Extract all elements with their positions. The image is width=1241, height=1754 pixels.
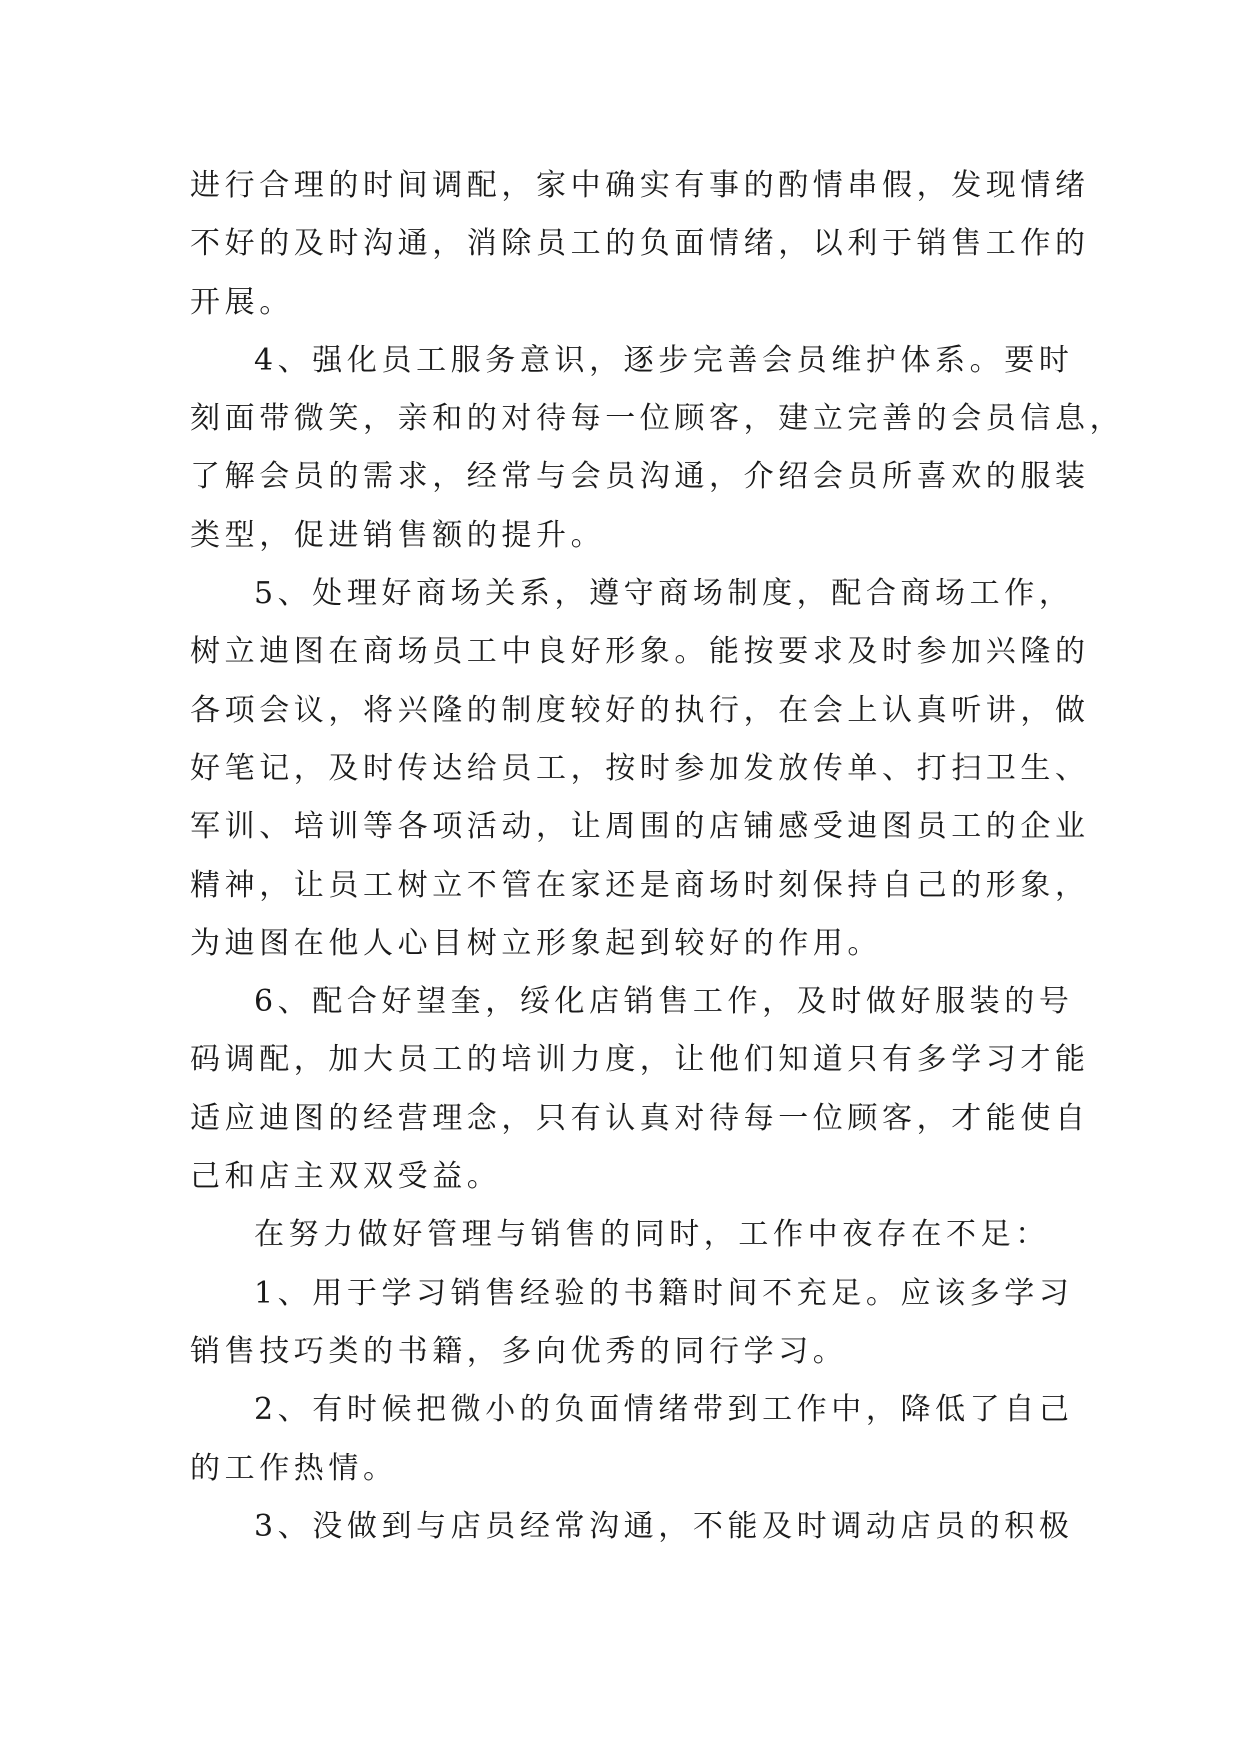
text-line: 不好的及时沟通，消除员工的负面情绪，以利于销售工作的 bbox=[190, 226, 1090, 262]
text-line: 开展。 bbox=[190, 284, 294, 320]
paragraph-start-line: 1、用于学习销售经验的书籍时间不充足。应该多学习 bbox=[254, 1275, 1074, 1311]
text-line: 销售技巧类的书籍，多向优秀的同行学习。 bbox=[190, 1333, 848, 1369]
text-line: 类型，促进销售额的提升。 bbox=[190, 517, 606, 553]
paragraph-start-line: 4、强化员工服务意识，逐步完善会员维护体系。要时 bbox=[254, 342, 1074, 378]
text-line: 码调配，加大员工的培训力度，让他们知道只有多学习才能 bbox=[190, 1042, 1090, 1078]
text-line: 精神，让员工树立不管在家还是商场时刻保持自己的形象， bbox=[190, 867, 1090, 903]
text-line: 好笔记，及时传达给员工，按时参加发放传单、打扫卫生、 bbox=[190, 750, 1090, 786]
paragraph-start-line: 5、处理好商场关系，遵守商场制度，配合商场工作， bbox=[254, 576, 1074, 612]
paragraph-start-line: 3、没做到与店员经常沟通，不能及时调动店员的积极 bbox=[254, 1508, 1074, 1544]
paragraph-start-line: 在努力做好管理与销售的同时，工作中夜存在不足： bbox=[254, 1217, 1050, 1253]
text-line: 树立迪图在商场员工中良好形象。能按要求及时参加兴隆的 bbox=[190, 634, 1090, 670]
text-line: 进行合理的时间调配，家中确实有事的酌情串假，发现情绪 bbox=[190, 168, 1090, 203]
text-line: 的工作热情。 bbox=[190, 1450, 398, 1486]
text-line: 己和店主双双受益。 bbox=[190, 1159, 502, 1195]
text-line: 刻面带微笑，亲和的对待每一位顾客，建立完善的会员信息， bbox=[190, 401, 1125, 437]
text-line: 各项会议，将兴隆的制度较好的执行，在会上认真听讲，做 bbox=[190, 692, 1090, 728]
text-line: 了解会员的需求，经常与会员沟通，介绍会员所喜欢的服装 bbox=[190, 459, 1090, 495]
text-line: 军训、培训等各项活动，让周围的店铺感受迪图员工的企业 bbox=[190, 809, 1090, 845]
document-body bbox=[190, 157, 1125, 1556]
text-line: 适应迪图的经营理念，只有认真对待每一位顾客，才能使自 bbox=[190, 1100, 1090, 1136]
paragraph-start-line: 6、配合好望奎，绥化店销售工作，及时做好服装的号 bbox=[254, 984, 1074, 1020]
text-line: 为迪图在他人心目树立形象起到较好的作用。 bbox=[190, 925, 882, 961]
paragraph-start-line: 2、有时候把微小的负面情绪带到工作中，降低了自己 bbox=[254, 1392, 1074, 1428]
